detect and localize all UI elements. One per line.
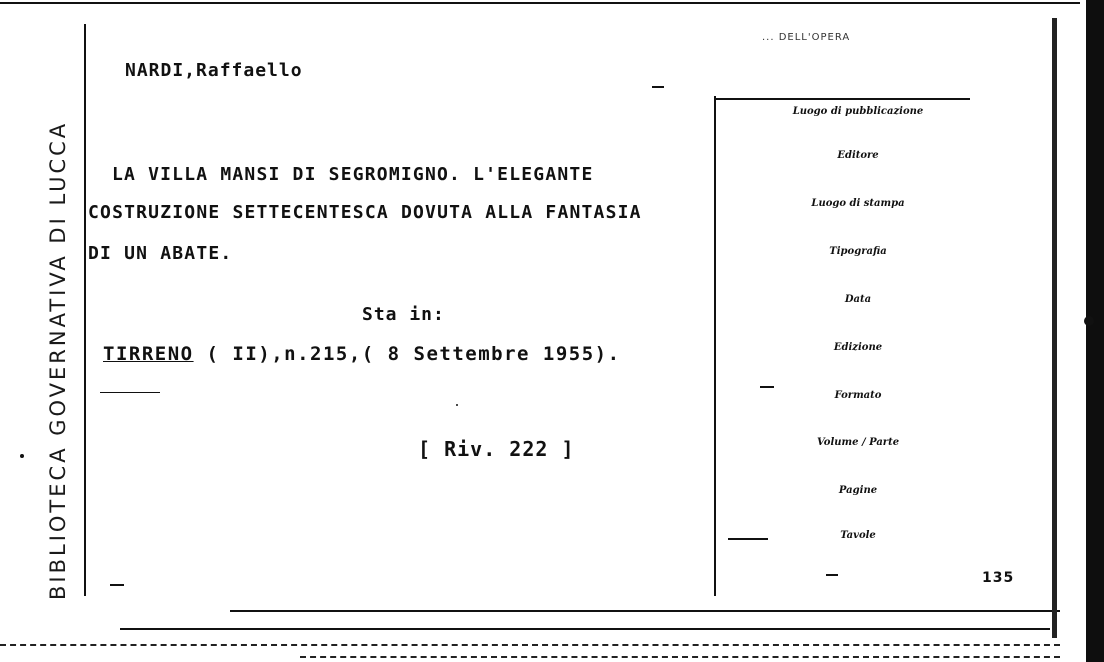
card-column-divider [714,96,716,596]
field-label: Edizione [833,342,883,353]
scan-edge-shadow [1086,0,1104,662]
citation-details: ( II),n.215,( 8 Settembre 1955). [193,343,621,365]
sta-in-label: Sta in: [362,304,445,325]
right-panel-header: ... DELL'OPERA [762,32,851,43]
scan-edge-line [1052,18,1057,638]
card-bottom-rule [230,610,1060,612]
journal-name: TIRRENO [103,343,194,365]
card-bottom-dashed-rule-2 [300,656,1060,658]
right-mark-1 [760,386,774,388]
field-label: Volume / Parte [816,437,900,448]
title-line: COSTRUZIONE SETTECENTESCA DOVUTA ALLA FANTASIA [88,202,642,223]
title-line: LA VILLA MANSI DI SEGROMIGNO. L'ELEGANTE [112,164,594,185]
author-mark [652,86,664,88]
card-bottom-dashed-rule [0,644,1060,646]
left-mark [110,584,124,586]
citation-rule [100,392,160,393]
right-panel-header-rule [714,98,970,100]
field-label: Pagine [838,485,878,496]
field-label: Editore [837,150,879,161]
field-label: Data [844,294,872,305]
field-label: Tavole [840,530,876,541]
card-bottom-rule-2 [120,628,1050,630]
citation [103,343,621,365]
ink-speck [20,454,24,458]
ink-speck [1084,316,1094,326]
page-number: 135 [982,570,1015,586]
field-label: Tipografia [829,246,887,257]
card-left-rule [84,24,86,596]
field-label: Luogo di pubblicazione [792,106,924,117]
author-name: NARDI,Raffaello [125,60,303,81]
shelfmark: [ Riv. 222 ] [418,437,575,461]
institution-stamp: BIBLIOTECA GOVERNATIVA DI LUCCA [46,120,70,600]
field-label: Luogo di stampa [811,198,905,209]
field-label: Formato [834,390,882,401]
title-line: DI UN ABATE. [88,243,233,264]
card-top-rule [0,2,1080,4]
right-mark-3 [826,574,838,576]
ink-speck [456,404,458,406]
